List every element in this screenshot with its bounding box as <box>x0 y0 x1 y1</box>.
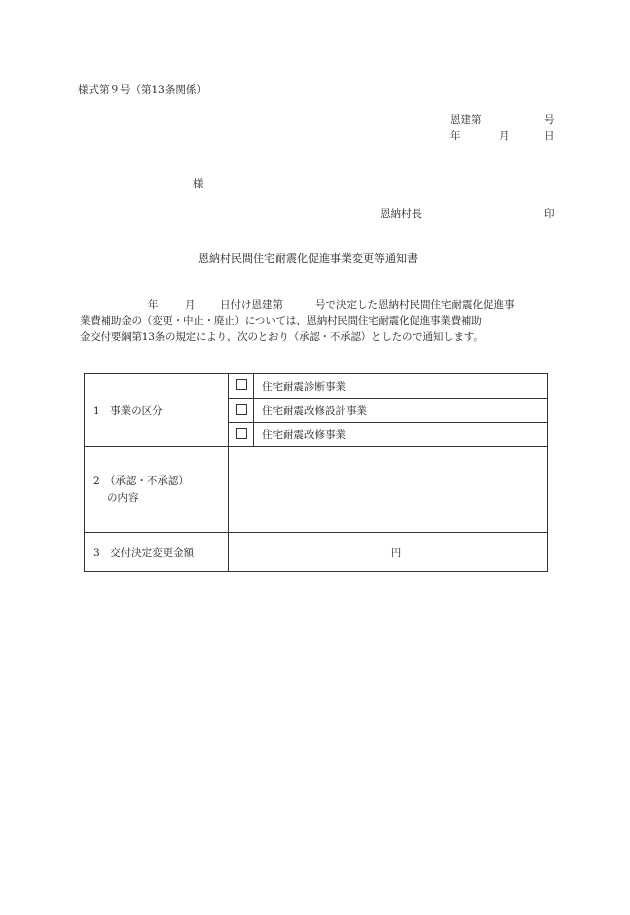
sender-title: 恩納村長 <box>380 208 422 220</box>
checkbox-square-icon <box>236 428 247 439</box>
amount-field[interactable] <box>229 533 548 572</box>
date-year: 年 <box>450 130 461 142</box>
body-line-2: 業費補助金の（変更・中止・廃止）については、恩納村民間住宅耐震化促進事業費補助 <box>80 315 482 327</box>
body-line-3: 金交付要綱第13条の規定により、次のとおり（承認・不承認）としたので通知します。 <box>80 331 484 343</box>
amount-unit: 円 <box>390 546 402 559</box>
option-diagnosis: 住宅耐震診断事業 <box>254 374 548 399</box>
option-retrofit: 住宅耐震改修事業 <box>254 423 548 447</box>
body-year: 年 <box>148 299 159 311</box>
body-text-b: 号で決定した恩納村民間住宅耐震化促進事 <box>315 299 515 311</box>
body-month: 月 <box>185 299 196 311</box>
document-title: 恩納村民間住宅耐震化促進事業変更等通知書 <box>198 252 418 265</box>
amount-label: 3 交付決定変更金額 <box>85 533 229 572</box>
addressee-sama: 様 <box>193 178 204 190</box>
date-day: 日 <box>544 130 555 142</box>
approval-content-label-a: 2 （承認・不承認） <box>93 474 189 487</box>
notice-table <box>84 373 548 572</box>
doc-number-prefix: 恩建第 <box>450 114 482 126</box>
checkbox-diagnosis[interactable] <box>229 374 254 399</box>
checkbox-retrofit[interactable] <box>229 423 254 447</box>
business-type-label: 1 事業の区分 <box>85 374 229 447</box>
seal-mark: 印 <box>544 208 555 220</box>
doc-number-suffix: 号 <box>544 114 555 126</box>
option-design: 住宅耐震改修設計事業 <box>254 399 548 423</box>
checkbox-square-icon <box>236 404 247 415</box>
approval-content-field[interactable] <box>229 447 548 533</box>
date-month: 月 <box>499 130 510 142</box>
checkbox-design[interactable] <box>229 399 254 423</box>
approval-content-label <box>85 447 229 533</box>
form-number: 様式第９号（第13条関係） <box>78 84 207 96</box>
approval-content-label-b: の内容 <box>107 491 139 504</box>
checkbox-square-icon <box>236 379 247 390</box>
body-text-a: 日付け恩建第 <box>220 299 283 311</box>
